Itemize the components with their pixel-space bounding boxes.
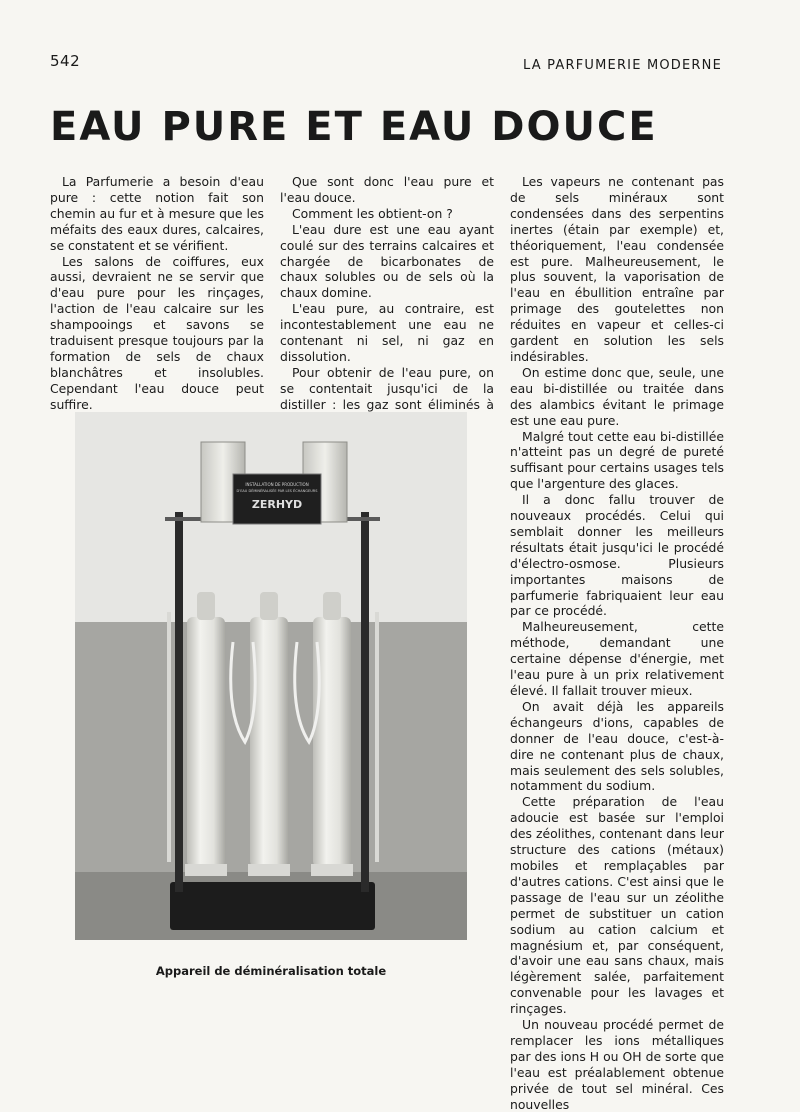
label-line-1: INSTALLATION DE PRODUCTION [245, 482, 309, 487]
paragraph: Il a donc fallu trouver de nouveaux procédés. Celui qui semblait donner les meilleurs résultats était jusqu'ici le procédé d'électro-osmose. Plusieurs importantes maisons de parfumerie fabriquaient leur eau par ce procédé. [510, 492, 724, 619]
label-line-2: D'EAU DÉMINÉRALISÉE PAR LES ÉCHANGEURS [236, 489, 318, 493]
apparatus-illustration [75, 412, 467, 940]
text-column-1 [50, 174, 264, 413]
photo-caption: Appareil de déminéralisation totale [155, 964, 387, 978]
paragraph: Malgré tout cette eau bi-distillée n'atteint pas un degré de pureté suffisant pour certains usages tels que l'argenture des glaces. [510, 428, 724, 492]
paragraph: Les vapeurs ne contenant pas de sels minéraux sont condensées dans des serpentins inertes (étain par exemple) et, théoriquement, l'eau condensée est pure. Malheureusement, le plus souvent, la vaporisation de l'eau en ébullition entraîne par primage des goutelettes non réduites en vapeur et celles-ci gardent en solution les sels indésirables. [510, 174, 724, 364]
page-number: 542 [50, 52, 81, 70]
paragraph: Pour obtenir de l'eau pure, on se contentait jusqu'ici de la distiller : les gaz sont éliminés à [280, 364, 494, 412]
demineralization-apparatus-photo [75, 412, 467, 940]
text-column-3 [510, 174, 724, 1112]
paragraph: On estime donc que, seule, une eau bi-distillée ou traitée dans des alambics évitant le primage est une eau pure. [510, 364, 724, 428]
article-title: EAU PURE ET EAU DOUCE [50, 104, 658, 150]
paragraph: On avait déjà les appareils échangeurs d'ions, capables de donner de l'eau douce, c'est-à-dire ne contenant plus de chaux, mais seulement des sels solubles, notamment du sodium. [510, 698, 724, 794]
text-column-2 [280, 174, 494, 429]
paragraph: Un nouveau procédé permet de remplacer les ions métalliques par des ions H ou OH de sorte que l'eau est préalablement obtenue privée de tout sel minéral. Ces nouvelles [510, 1017, 724, 1112]
paragraph: Cette préparation de l'eau adoucie est basée sur l'emploi des zéolithes, contenant dans leur structure des cations (métaux) mobiles et remplaçables par d'autres cations. C'est ainsi que le passage de l'eau sur un zéolithe permet de substituer un cation sodium au cation calcium et magnésium et, par conséquent, d'avoir une eau sans chaux, mais légèrement salée, parfaitement convenable pour les lavages et rinçages. [510, 794, 724, 1017]
paragraph: La Parfumerie a besoin d'eau pure : cette notion fait son chemin au fur et à mesure que les méfaits des eaux dures, calcaires, se constatent et se vérifient. [50, 174, 264, 253]
paragraph: Comment les obtient-on ? [292, 205, 453, 221]
paragraph: L'eau dure est une eau ayant coulé sur des terrains calcaires et chargée de bicarbonates de chaux solubles ou de sels où la chaux domine. [280, 221, 494, 301]
paragraph: L'eau pure, au contraire, est incontestablement une eau ne contenant ni sel, ni gaz en dissolution. [280, 301, 494, 364]
paragraph: Que sont donc l'eau pure et l'eau douce. [280, 174, 494, 205]
running-head: LA PARFUMERIE MODERNE [523, 58, 722, 73]
paragraph: Les salons de coiffures, eux aussi, devraient ne se servir que d'eau pure pour les rinçages, l'action de l'eau calcaire sur les shampooings et savons se traduisent presque toujours par la formation de sels de chaux blanchâtres et insolubles. Cependant l'eau douce peut suffire. [50, 253, 264, 412]
label-brand: ZERHYD [251, 498, 303, 511]
paragraph: Malheureusement, cette méthode, demandant une certaine dépense d'énergie, met l'eau pure à un prix relativement élevé. Il fallait trouver mieux. [510, 619, 724, 698]
exchange-columns [185, 592, 353, 876]
